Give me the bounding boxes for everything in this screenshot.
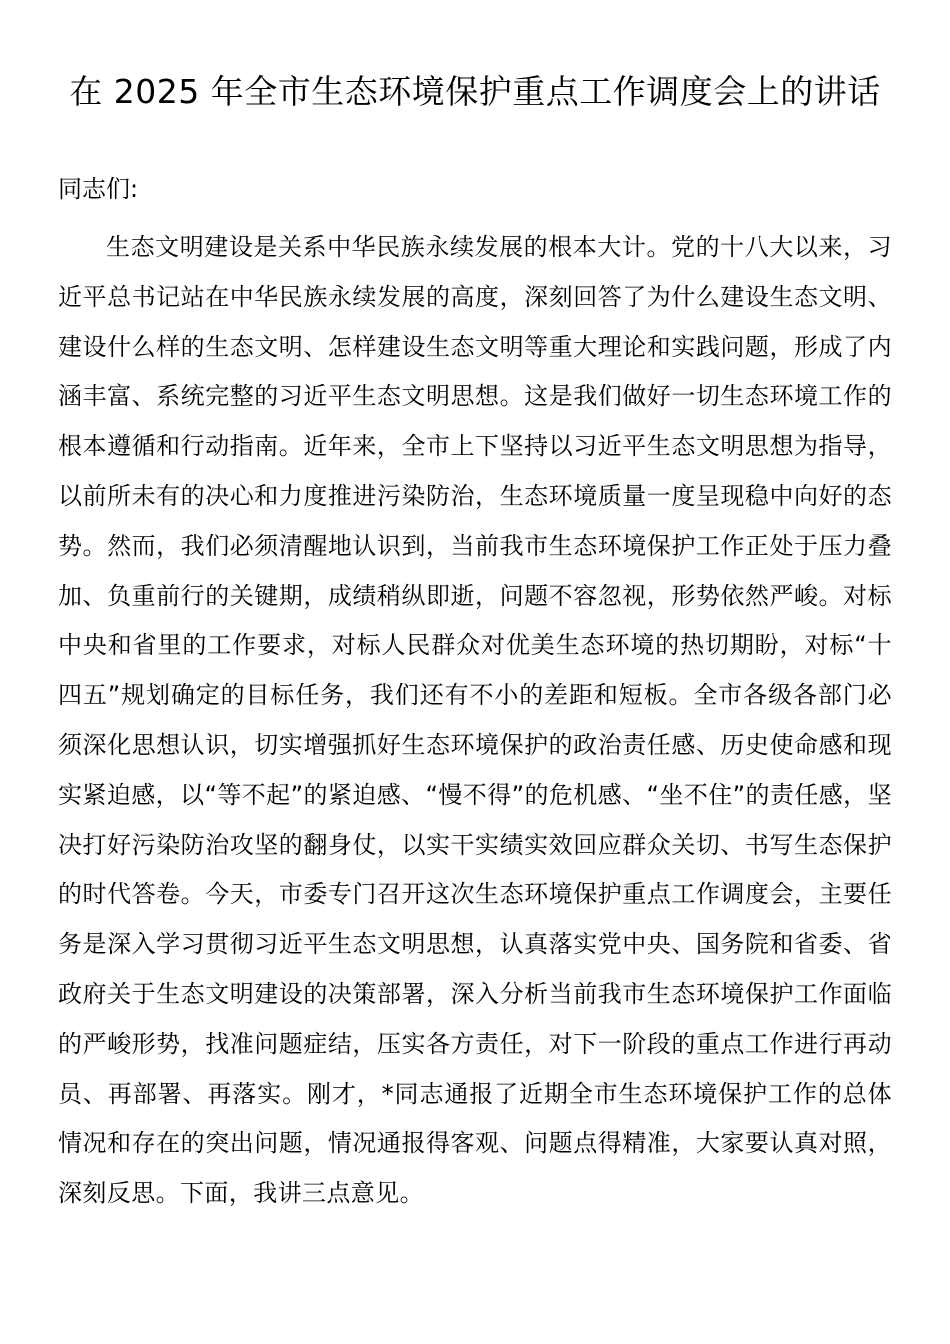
document-title: 在 2025 年全市生态环境保护重点工作调度会上的讲话 xyxy=(69,72,881,111)
salutation: 同志们: xyxy=(58,175,139,203)
body-paragraph: 生态文明建设是关系中华民族永续发展的根本大计。党的十八大以来，习近平总书记站在中华民族永续发展的高度，深刻回答了为什么建设生态文明、建设什么样的生态文明、怎样建设生态文明等重大理论和实践问题，形成了内涵丰富、系统完整的习近平生态文明思想。这是我们做好一切生态环境工作的根本遵循和行动指南。近年来，全市上下坚持以习近平生态文明思想为指导，以前所未有的决心和力度推进污染防治，生态环境质量一度呈现稳中向好的态势。然而，我们必须清醒地认识到，当前我市生态环境保护工作正处于压力叠加、负重前行的关键期，成绩稍纵即逝，问题不容忽视，形势依然严峻。对标中央和省里的工作要求，对标人民群众对优美生态环境的热切期盼，对标“十四五”规划确定的目标任务，我们还有不小的差距和短板。全市各级各部门必须深化思想认识，切实增强抓好生态环境保护的政治责任感、历史使命感和现实紧迫感，以“等不起”的紧迫感、“慢不得”的危机感、“坐不住”的责任感，坚决打好污染防治攻坚的翻身仗，以实干实绩实效回应群众关切、书写生态保护的时代答卷。今天，市委专门召开这次生态环境保护重点工作调度会，主要任务是深入学习贯彻习近平生态文明思想，认真落实党中央、国务院和省委、省政府关于生态文明建设的决策部署，深入分析当前我市生态环境保护工作面临的严峻形势，找准问题症结，压实各方责任，对下一阶段的重点工作进行再动员、再部署、再落实。刚才，*同志通报了近期全市生态环境保护工作的总体情况和存在的突出问题，情况通报得客观、问题点得精准，大家要认真对照，深刻反思。下面，我讲三点意见。 xyxy=(58,233,892,1208)
